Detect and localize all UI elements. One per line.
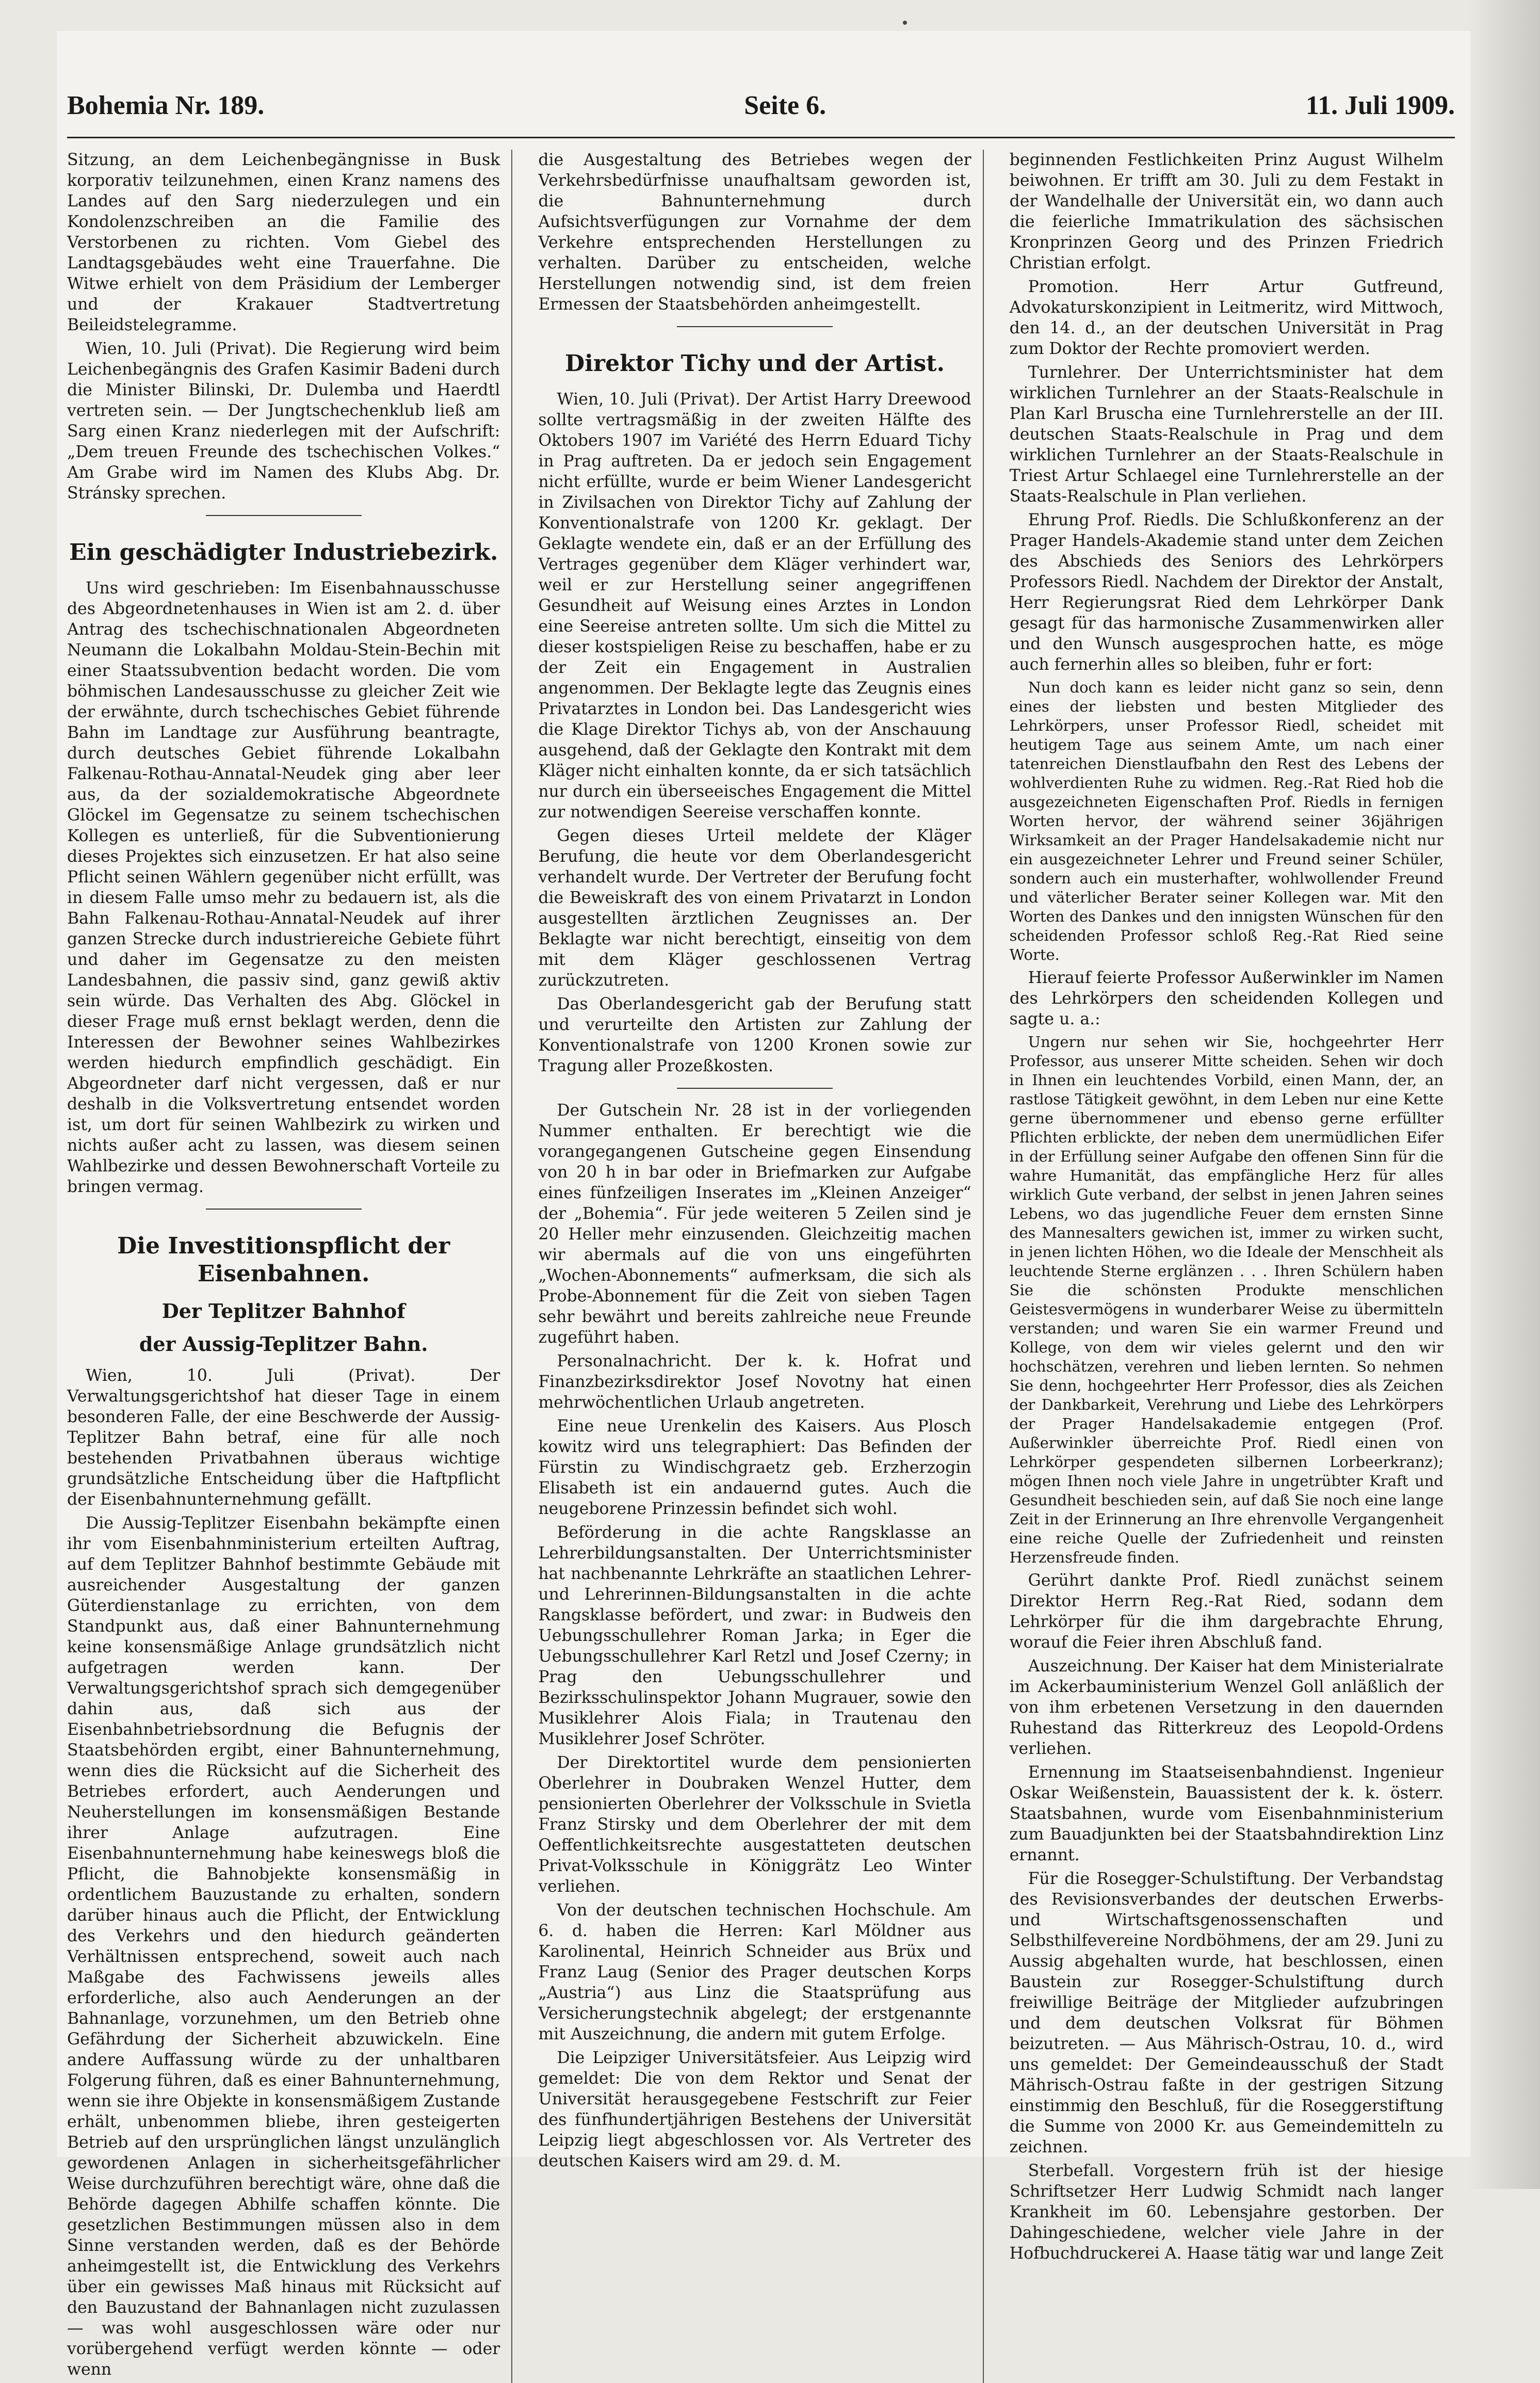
headline-industriebezirk: Ein geschädigter Industriebezirk. [69,539,498,566]
article-paragraph: Das Oberlandesgericht gab der Berufung statt und verurteilte den Artisten zur Zahlung der Konventionalstrafe von 1200 Kronen sowie zur Tragung aller Prozeßkosten. [538,995,971,1075]
news-item-promotion: Promotion. Herr Artur Gutfreund, Advokaturskonzipient in Leitmeritz, wird Mittwoch, den 14. d., an der deutschen Universität in Prag zum Doktor der Rechte promoviert werden. [1009,278,1444,358]
divider [206,1209,362,1210]
article-paragraph: Sitzung, an dem Leichenbegängnisse in Busk korporativ teilzunehmen, einen Kranz namens des Landes auf den Sarg niederzulegen und ein Kondolenzschreiben an die Familie des Verstorbenen zu richten. Vom Giebel des Landtagsgebäudes weht eine Trauerfahne. Die Witwe erhielt von dem Präsidium der Lemberger und der Krakauer Stadtvertretung Beileidstelegramme. [67,151,500,334]
article-paragraph: Wien, 10. Juli (Privat). Die Regierung wird beim Leichenbegängnis des Grafen Kasimir Badeni durch die Minister Bilinski, Dr. Dulemba und Haerdtl vertreten sein. — Der Jungtschechenklub ließ am Sarg einen Kranz niederlegen mit der Aufschrift: „Dem treuen Freunde des tschechischen Volkes.“ Am Grabe wird im Namen des Klubs Abg. Dr. Stránsky sprechen. [67,340,500,503]
header-paper-number: Bohemia Nr. 189. [67,91,265,120]
article-paragraph: Ungern nur sehen wir Sie, hochgeehrter Herr Professor, aus unserer Mitte scheiden. Sehen wir doch in Ihnen ein leuchtendes Vorbild, einen Mann, der, an rastlose Tätigkeit gewöhnt, in dem Leben nur eine Kette gerne übernommener und ebenso gerne erfüllter Pflichten erblickte, der neben dem unermüdlichen Eifer in der Erfüllung seiner Aufgabe den offenen Sinn für die wahre Humanität, das empfängliche Herz für alles wirklich Gute verband, der selbst in jenen Jahren seines Lebens, wo das jugendliche Feuer dem ernsten Sinne des Mannesalters gewichen ist, immer zu wirken sucht, in jenen lichten Höhen, wo die Ideale der Menschheit als leuchtende Sterne erglänzen . . . Ihren Schülern haben Sie die schönsten Produkte menschlichen Geistesvermögens in wunderbarer Weise zu übermitteln verstanden; und waren Sie ein warmer Freund und Kollege, von dem wir vieles gelernt und den wir hochschätzen, verehren und lieben lernten. So nehmen Sie denn, hochgeehrter Herr Professor, dies als Zeichen der Dankbarkeit, Verehrung und Liebe des Lehrkörpers der Prager Handelsakademie entgegen (Prof. Außerwinkler überreichte Prof. Riedl einen von Lehrkörper gespendeten silbernen Lorbeerkranz); mögen Ihnen noch viele Jahre in ungetrübter Kraft und Gesundheit beschieden sein, auf daß Sie noch eine lange Zeit in der Erinnerung an Ihre ehrenvolle Vergangenheit eine reiche Quelle der Zufriedenheit und reinsten Herzensfreude finden. [1009,1033,1444,1566]
article-paragraph: Hierauf feierte Professor Außerwinkler im Namen des Lehrkörpers den scheidenden Kollegen und sagte u. a.: [1009,969,1444,1028]
column-3 [1010,150,1455,2383]
article-paragraph: Gerührt dankte Prof. Riedl zunächst seinem Direktor Herrn Reg.-Rat Ried, sodann dem Lehrkörper für die ihm dargebrachte Ehrung, worauf die Feier ihren Abschluß fand. [1009,1571,1444,1652]
scan-speck [903,21,907,25]
article-paragraph: beginnenden Festlichkeiten Prinz August Wilhelm beiwohnen. Er trifft am 30. Juli zu dem Festakt in der Wandelhalle der Universität ein, wo dann auch die feierliche Immatrikulation des sächsischen Kronprinzen Georg und des Prinzen Friedrich Christian erfolgt. [1009,151,1444,272]
subheadline-teplitzer-bahnhof: Der Teplitzer Bahnhof [161,1299,406,1323]
header-date: 11. Juli 1909. [1306,91,1455,120]
column-1 [67,150,512,2383]
news-item-auszeichnung: Auszeichnung. Der Kaiser hat dem Ministerialrate im Ackerbauministerium Wenzel Goll anläßlich der von ihm erbetenen Versetzung in den dauernden Ruhestand das Ritterkreuz des Leopold-Ordens verliehen. [1009,1657,1444,1758]
divider [677,1088,833,1089]
news-item-personalnachricht: Personalnachricht. Der k. k. Hofrat und Finanzbezirksdirektor Josef Novotny hat einen mehrwöchentlichen Urlaub angetreten. [538,1352,971,1412]
news-item-direktortitel: Der Direktortitel wurde dem pensionierten Oberlehrer in Doubraken Wenzel Hutter, dem pensionierten Oberlehrer der Volksschule in Svietla Franz Stirsky und dem Oberlehrer der mit dem Oeffentlichkeitsrechte ausgestatteten deutschen Privat-Volksschule in Königgrätz Leo Winter verliehen. [538,1753,971,1896]
article-paragraph: Nun doch kann es leider nicht ganz so sein, denn eines der liebsten und besten Mitglieder des Lehrkörpers, unser Professor Riedl, scheidet mit heutigem Tage aus seinem Amte, um nach einer tatenreichen Dienstlaufbahn den Rest des Lebens der wohlverdienten Ruhe zu widmen. Reg.-Rat Ried hob die ausgezeichneten Eigenschaften Prof. Riedls in fernigen Worten hervor, der während seiner 36jährigen Wirksamkeit an der Prager Handelsakademie nicht nur ein ausgezeichneter Lehrer und Freund seiner Schüler, sondern auch ein musterhafter, wohlwollender Freund und väterlicher Berater seiner Kollegen war. Mit den Worten des Dankes und den innigsten Wünschen für den scheidenden Professor schloß Reg.-Rat Ried seine Worte. [1009,679,1444,963]
header-page-number: Seite 6. [744,91,826,120]
news-item-ernennung: Ernennung im Staatseisenbahndienst. Ingenieur Oskar Weißenstein, Bauassistent der k. k. österr. Staatsbahnen, wurde vom Eisenbahnministerium zum Bauadjunkten bei der Staatsbahndirektion Linz ernannt. [1009,1763,1444,1864]
page-header [67,90,1455,138]
news-item-sterbefall: Sterbefall. Vorgestern früh ist der hiesige Schriftsetzer Herr Ludwig Schmidt nach langer Krankheit im 60. Lebensjahre gestorben. Der Dahingeschiedene, welcher viele Jahre in der Hofbuchdruckerei A. Haase tätig war und lange Zeit [1009,2162,1444,2263]
news-item-turnlehrer: Turnlehrer. Der Unterrichtsminister hat dem wirklichen Turnlehrer an der Staats-Realschule in Plan Karl Bruscha eine Turnlehrerstelle an der III. deutschen Staats-Realschule in Prag und dem wirklichen Turnlehrer an der Staats-Realschule in Triest Artur Schlaegel eine Turnlehrerstelle an der Staats-Realschule in Plan verliehen. [1009,363,1444,506]
article-paragraph: Die Aussig-Teplitzer Eisenbahn bekämpfte einen ihr vom Eisenbahnministerium erteilten Auftrag, auf dem Teplitzer Bahnhof bestimmte Gebäude mit ausreichender Ausgestaltung der ganzen Güterdienstanlage zu errichten, von dem Standpunkt aus, daß einer Bahnunternehmung keine konsensmäßige Anlage grundsätzlich nicht aufgetragen werden kann. Der Verwaltungsgerichtshof sprach sich demgegenüber dahin aus, daß sich aus der Eisenbahnbetriebsordnung die Befugnis der Staatsbehörden ergibt, einer Bahnunternehmung, wenn dies die Rücksicht auf die Sicherheit des Betriebes erfordert, auch Aenderungen und Neuherstellungen im konsensmäßigen Bestande ihrer Anlage aufzutragen. Eine Eisenbahnunternehmung habe keineswegs bloß die Pflicht, die Bahnobjekte konsensmäßig in ordentlichem Bauzustande zu erhalten, sondern darüber hinaus auch die Pflicht, der Entwicklung des Verkehrs und den hiedurch geänderten Verhältnissen entsprechend, soweit auch nach Maßgabe des Fachwissens jeweils alles erforderliche, also auch Aenderungen an der Bahnanlage, vorzunehmen, um den Betrieb ohne Gefährdung der Sicherheit abzuwickeln. Eine andere Auffassung würde zu der unhaltbaren Folgerung führen, daß es einer Bahnunternehmung, wenn sie ihre Objekte in konsensmäßigem Zustande erhält, unbenommen bliebe, ihren gesteigerten Betrieb auf den ursprünglichen längst unzulänglich gewordenen Anlagen in sicherheitsgefährlicher Weise durchzuführen berechtigt wäre, ohne daß die Behörde dagegen Abhilfe schaffen könnte. Die gesetzlichen Bestimmungen müssen also in dem Sinne verstanden werden, daß es der Behörde anheimgestellt ist, die Entwicklung des Verkehrs über ein gewisses Maß hinaus mit Rücksicht auf den Bauzustand der Bahnanlagen nicht zuzulassen — was wohl ausgeschlossen wäre oder nur vorübergehend verfügt werden könnte — oder wenn [67,1514,500,2379]
subheadline-aussig-teplitzer: der Aussig-Teplitzer Bahn. [139,1332,428,1356]
article-paragraph: Wien, 10. Juli (Privat). Der Artist Harry Dreewood sollte vertragsmäßig in der zweiten Hälfte des Oktobers 1907 im Variété des Herrn Eduard Tichy in Prag auftreten. Da er jedoch sein Engagement nicht erfüllte, wurde er beim Wiener Landesgericht in Zivilsachen von Direktor Tichy auf Zahlung der Konventionalstrafe von 1200 Kr. geklagt. Der Geklagte wendete ein, daß er an der Erfüllung des Vertrages gegenüber dem Kläger verhindert war, weil er zur Herstellung seiner angegriffenen Gesundheit auf Weisung eines Arztes in London eine Seereise antreten sollte. Um sich die Mittel zu dieser kostspieligen Reise zu beschaffen, habe er zu der Zeit ein Engagement in Australien angenommen. Der Beklagte legte das Zeugnis eines Privatarztes in London bei. Das Landesgericht wies die Klage Direktor Tichys ab, von der Anschauung ausgehend, daß der Geklagte den Kontrakt mit dem Kläger nicht einhalten konnte, da er sich tatsächlich nur durch ein überseeisches Engagement die Mittel zur notwendigen Seereise verschaffen konnte. [538,390,971,822]
divider [206,515,362,516]
news-item-leipzig: Die Leipziger Universitätsfeier. Aus Leipzig wird gemeldet: Die von dem Rektor und Senat der Universität herausgegebene Festschrift zur Feier des fünfhundertjährigen Bestehens der Universität Leipzig liegt abgeschlossen vor. Als Vertreter des deutschen Kaisers wird am 29. d. M. [538,2049,971,2170]
news-item-befoerderung: Beförderung in die achte Rangsklasse an Lehrerbildungsanstalten. Der Unterrichtsminister hat nachbenannte Lehrkräfte an staatlichen Lehrer- und Lehrerinnen-Bildungsanstalten in die achte Rangsklasse befördert, und zwar: in Budweis den Uebungsschullehrer Roman Jarka; in Eger die Uebungsschullehrer Karl Retzl und Josef Czerny; in Prag den Uebungsschullehrer und Bezirksschulinspektor Johann Mugrauer, sowie den Musiklehrer Alois Fiala; in Trautenau den Musiklehrer Josef Schröter. [538,1523,971,1748]
news-item-rosegger: Für die Rosegger-Schulstiftung. Der Verbandstag des Revisionsverbandes der deutschen Erwerbs- und Wirtschaftsgenossenschaften und Selbsthilfevereine Nordböhmens, der am 29. Juni zu Aussig abgehalten wurde, hat beschlossen, einen Baustein zur Rosegger-Schulstiftung durch freiwillige Beiträge der Mitglieder aufzubringen und dem deutschen Volksrat für Böhmen beizutreten. — Aus Mährisch-Ostrau, 10. d., wird uns gemeldet: Der Gemeindeausschuß der Stadt Mährisch-Ostrau faßte in der gestrigen Sitzung einstimmig den Beschluß, für die Roseggerstiftung die Summe von 2000 Kr. aus Gemeindemitteln zu zeichnen. [1009,1870,1444,2156]
headline-direktor-tichy: Direktor Tichy und der Artist. [565,350,945,377]
news-item-urenkelin: Eine neue Urenkelin des Kaisers. Aus Plosch kowitz wird uns telegraphiert: Das Befinden der Fürstin zu Windischgraetz geb. Erzherzogin Elisabeth ist ein andauernd gutes. Auch die neugeborene Prinzessin befindet sich wohl. [538,1417,971,1518]
article-paragraph: die Ausgestaltung des Betriebes wegen der Verkehrsbedürfnisse unaufhaltsam geworden ist, die Bahnunternehmung durch Aufsichtsverfügungen zur Vornahme der dem Verkehre entsprechenden Herstellungen zu verhalten. Darüber zu entscheiden, welche Herstellungen notwendig sind, ist dem freien Ermessen der Staatsbehörden anheimgestellt. [538,151,971,314]
column-2 [538,150,983,2383]
divider [677,326,833,327]
scan-edge-shadow [1468,0,1540,2189]
article-paragraph: Gegen dieses Urteil meldete der Kläger Berufung, die heute vor dem Oberlandesgericht verhandelt wurde. Der Vertreter der Berufung focht die Beweiskraft des von einem Privatarzt in London ausgestellten ärztlichen Zeugnisses an. Der Beklagte war nicht berechtigt, einseitig von dem mit dem Kläger geschlossenen Vertrag zurückzutreten. [538,827,971,990]
news-item-hochschule: Von der deutschen technischen Hochschule. Am 6. d. haben die Herren: Karl Möldner aus Karolinental, Heinrich Schneider aus Brüx und Franz Laug (Senior des Prager deutschen Korps „Austria“) aus Linz die Staatsprüfung aus Versicherungstechnik abgelegt; der erstgenannte mit Auszeichnung, die andern mit gutem Erfolge. [538,1901,971,2043]
article-paragraph: Uns wird geschrieben: Im Eisenbahnausschusse des Abgeordnetenhauses in Wien ist am 2. d. über Antrag des tschechischnationalen Abgeordneten Neumann die Lokalbahn Moldau-Stein-Bechin mit einer Staatssubvention bedacht worden. Die vom böhmischen Landesausschusse zu gleicher Zeit wie der erwähnte, durch tschechisches Gebiet führende Bahn im Landtage zur Ausführung beantragte, durch deutsches Gebiet führende Lokalbahn Falkenau-Rothau-Annatal-Neudek ging aber leer aus, da der sozialdemokratische Abgeordnete Glöckel im Gegensatze zu seinem tschechischen Kollegen es unterließ, für die Subventionierung dieses Projektes sich einzusetzen. Er hat also seine Pflicht seinen Wählern gegenüber nicht erfüllt, was in diesem Falle umso mehr zu bedauern ist, als die Bahn Falkenau-Rothau-Annatal-Neudek auf ihrer ganzen Strecke durch industriereiche Gebiete führt und daher im Gegensatze zu den meisten Landesbahnen, die passiv sind, ganz gewiß aktiv sein würde. Das Verhalten des Abg. Glöckel in dieser Frage muß ernst beklagt werden, denn die Interessen der Bewohner seines Wahlbezirkes werden hiedurch empfindlich geschädigt. Ein Abgeordneter darf nicht vergessen, daß er nur deshalb in die Volksvertretung entsendet worden ist, um dort für seinen Wahlbezirk zu wirken und nichts außer acht zu lassen, was diesem seinen Wahlbezirke und dessen Bewohnerschaft Vorteile zu bringen vermag. [67,579,500,1196]
article-columns [67,150,1455,2379]
article-paragraph: Wien, 10. Juli (Privat). Der Verwaltungsgerichtshof hat dieser Tage in einem besonderen Falle, der eine Beschwerde der Aussig-Teplitzer Bahn betraf, eine für alle noch bestehenden Privatbahnen überaus wichtige grundsätzliche Entscheidung über die Haftpflicht der Eisenbahnunternehmung gefällt. [67,1366,500,1509]
news-item-ehrung-riedl: Ehrung Prof. Riedls. Die Schlußkonferenz an der Prager Handels-Akademie stand unter dem Zeichen des Abschieds des Seniors des Lehrkörpers Professors Riedl. Nachdem der Direktor der Anstalt, Herr Regierungsrat Ried dem Lehrkörper Dank gesagt für das harmonische Zusammenwirken aller und den Wunsch ausgesprochen hatte, es möge auch fernerhin alles so bleiben, fuhr er fort: [1009,511,1444,674]
headline-investitionspflicht: Die Investitionspflicht der Eisenbahnen. [117,1233,450,1287]
news-item-gutschein: Der Gutschein Nr. 28 ist in der vorliegenden Nummer enthalten. Er berechtigt wie die vorangegangenen Gutscheine gegen Einsendung von 20 h in bar oder in Briefmarken zur Aufgabe eines fünfzeiligen Inserates im „Kleinen Anzeiger“ der „Bohemia“. Für jede weiteren 5 Zeilen sind je 20 Heller mehr einzusenden. Gleichzeitig machen wir abermals auf die von uns eingeführten „Wochen-Abonnements“ aufmerksam, die sich als Probe-Abonnement für die Zeit von sieben Tagen sehr bewährt und bereits zahlreiche neue Freunde zugeführt haben. [538,1101,971,1347]
